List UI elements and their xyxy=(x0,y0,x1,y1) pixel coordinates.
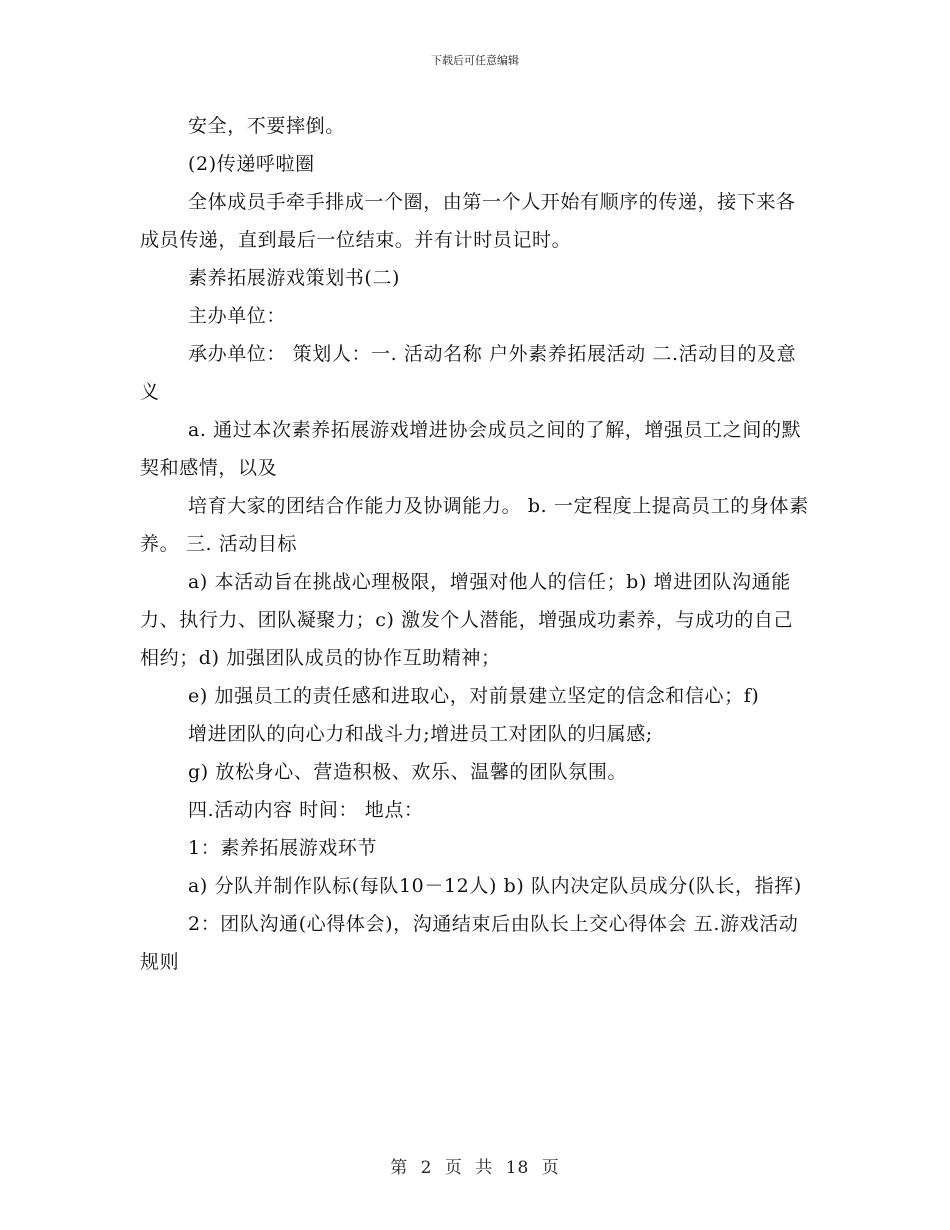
page-header: 下载后可任意编辑 xyxy=(431,54,519,67)
paragraph: (2)传递呼啦圈 xyxy=(188,153,315,175)
page-number: 第 2 页 共 18 页 xyxy=(390,1158,560,1178)
paragraph: 安全，不要摔倒。 xyxy=(188,115,345,137)
paragraph: 承办单位： 策划人：一. 活动名称 户外素养拓展活动 二.活动目的及意义 xyxy=(140,343,797,403)
paragraph: g) 放松身心、营造积极、欢乐、温馨的团队氛围。 xyxy=(188,761,628,783)
paragraph: a) 本活动旨在挑战心理极限，增强对他人的信任；b) 增进团队沟通能力、执行力、团队凝聚力；c) 激发个人潜能，增强成功素养，与成功的自己相约；d) 加强团队成员的协作互助精神； xyxy=(140,571,794,669)
paragraph: 培育大家的团结合作能力及协调能力。 b. 一定程度上提高员工的身体素养。 三. 活动目标 xyxy=(140,495,809,555)
paragraph: e) 加强员工的责任感和进取心，对前景建立坚定的信念和信心；f) xyxy=(188,685,760,707)
paragraph: 1：素养拓展游戏环节 xyxy=(188,837,378,859)
document-body xyxy=(140,107,812,981)
paragraph: 2：团队沟通(心得体会)，沟通结束后由队长上交心得体会 五.游戏活动规则 xyxy=(140,913,799,973)
paragraph: 四.活动内容 时间： 地点： xyxy=(188,799,424,821)
paragraph: a. 通过本次素养拓展游戏增进协会成员之间的了解，增强员工之间的默契和感情，以及 xyxy=(140,419,802,479)
paragraph: 增进团队的向心力和战斗力;增进员工对团队的归属感; xyxy=(188,723,653,745)
paragraph: 主办单位： xyxy=(188,305,287,327)
paragraph: a) 分队并制作队标(每队10－12人) b) 队内决定队员成分(队长，指挥) xyxy=(188,875,802,897)
section-title: 素养拓展游戏策划书(二) xyxy=(188,267,401,289)
paragraph: 全体成员手牵手排成一个圈，由第一个人开始有顺序的传递，接下来各成员传递，直到最后一位结束。并有计时员记时。 xyxy=(140,191,796,251)
